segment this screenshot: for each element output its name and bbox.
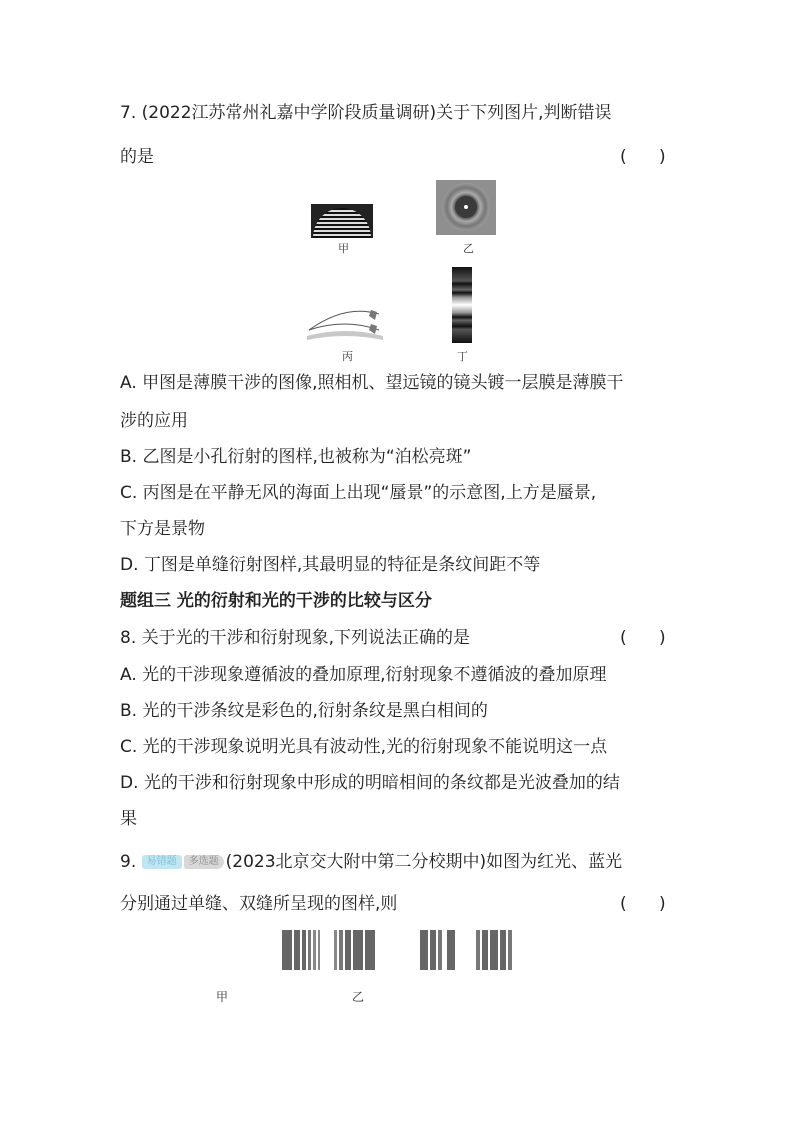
- q8-stem: 8. 关于光的干涉和衍射现象,下列说法正确的是: [120, 628, 471, 648]
- q9-stem-line1: [120, 851, 622, 873]
- figure-jia-thin-film: [311, 204, 373, 238]
- q9-fringe-patterns: [282, 930, 514, 970]
- bright-spot: [464, 205, 468, 209]
- q7-option-c-line2: 下方是景物: [120, 519, 205, 539]
- q9-label-jia: 甲: [216, 990, 229, 1004]
- q8-option-b: B. 光的干涉条纹是彩色的,衍射条纹是黑白相间的: [120, 701, 488, 721]
- q8-option-a: A. 光的干涉现象遵循波的叠加原理,衍射现象不遵循波的叠加原理: [120, 665, 607, 685]
- q9-stem-text: (2023北京交大附中第二分校期中)如图为红光、蓝光: [225, 852, 623, 872]
- q9-number: 9.: [120, 852, 137, 872]
- ship-object: [369, 324, 377, 334]
- q8-option-d-line2: 果: [120, 809, 137, 829]
- group3-heading: 题组三 光的衍射和光的干涉的比较与区分: [120, 591, 432, 611]
- mirage-ship-image: [369, 310, 377, 320]
- q9-stem-line2: 分别通过单缝、双缝所呈现的图样,则: [120, 894, 398, 914]
- q7-option-d: D. 丁图是单缝衍射图样,其最明显的特征是条纹间距不等: [120, 555, 541, 575]
- error-prone-badge: 易错题: [142, 855, 182, 869]
- q8-option-c: C. 光的干涉现象说明光具有波动性,光的衍射现象不能说明这一点: [120, 737, 608, 757]
- multi-choice-badge: 多选题: [184, 855, 224, 869]
- pattern-4: [476, 930, 512, 970]
- q8-answer-paren: ( ): [620, 628, 666, 648]
- figure-label-bing: 丙: [342, 350, 353, 363]
- figure-label-yi: 乙: [463, 242, 474, 255]
- q7-option-a-line1: A. 甲图是薄膜干涉的图像,照相机、望远镜的镜头镀一层膜是薄膜干: [120, 373, 624, 393]
- pattern-3: [420, 930, 455, 970]
- figure-label-jia: 甲: [338, 242, 349, 255]
- pattern-2: [334, 930, 375, 970]
- q9-label-yi: 乙: [352, 990, 365, 1004]
- q7-stem-line1: 7. (2022江苏常州礼嘉中学阶段质量调研)关于下列图片,判断错误: [120, 103, 612, 123]
- q7-stem-line2: 的是: [120, 147, 154, 167]
- q9-answer-paren: ( ): [620, 894, 666, 914]
- figure-yi-poisson-spot: [436, 180, 496, 235]
- pattern-1: [282, 930, 320, 970]
- q7-option-a-line2: 涉的应用: [120, 411, 188, 431]
- figure-ding-single-slit: [452, 267, 472, 343]
- q7-option-b: B. 乙图是小孔衍射的图样,也被称为“泊松亮斑”: [120, 447, 472, 467]
- q8-option-d-line1: D. 光的干涉和衍射现象中形成的明暗相间的条纹都是光波叠加的结: [120, 773, 620, 793]
- figure-bing-mirage: [305, 300, 385, 345]
- figure-label-ding: 丁: [457, 350, 468, 363]
- q7-answer-paren: ( ): [620, 147, 666, 167]
- q7-option-c-line1: C. 丙图是在平静无风的海面上出现“蜃景”的示意图,上方是蜃景,: [120, 483, 597, 503]
